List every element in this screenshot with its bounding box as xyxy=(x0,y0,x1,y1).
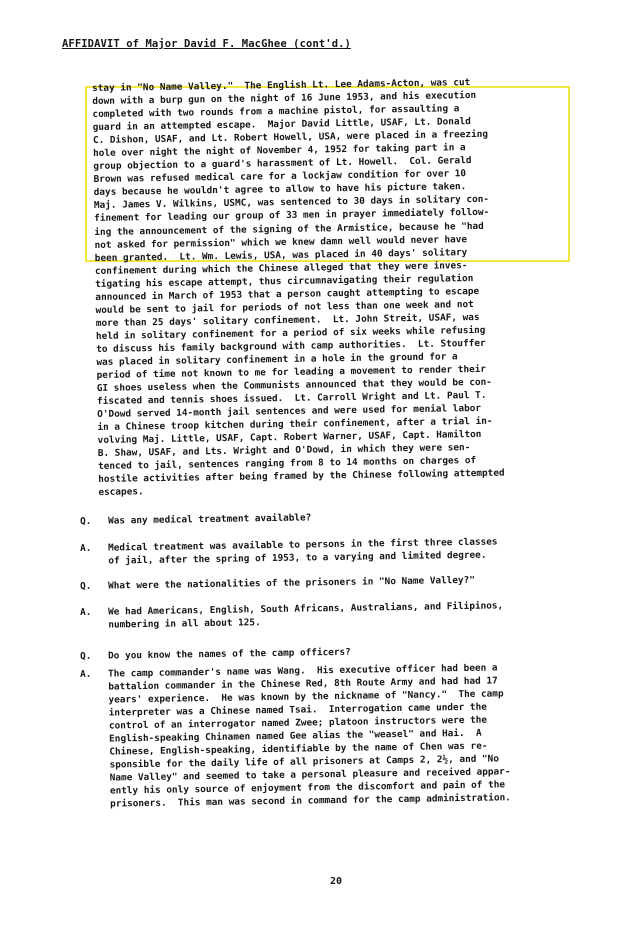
qa-text xyxy=(108,572,578,592)
qa-line: sponsible for the daily life of all prisoners at Camps 2, 2½, and "No xyxy=(109,753,500,771)
question-marker: Q. xyxy=(80,580,92,592)
qa-line: prisoners. This man was second in command for the camp administration. xyxy=(110,792,511,810)
body-line: C. Dishon, USAF, and Lt. Robert Howell, USA, were placed in a freezing xyxy=(92,128,489,147)
qa-line: Do you know the names of the camp officers? xyxy=(108,646,351,662)
qa-line: ently his only source of enjoyment from the discomfort and pain of the xyxy=(109,779,506,797)
body-line: guard in an attempted escape. Major David Little, USAF, Lt. Donald xyxy=(92,116,471,134)
qa-line: numbering in all about 125. xyxy=(108,617,261,631)
qa-line: We had Americans, English, South Africans, Australians, and Filipinos, xyxy=(108,600,504,618)
qa-line: control of an interrogator named Zwee; platoon instructors were the xyxy=(108,714,488,732)
body-line: to discuss his family background with camp authorities. Lt. Stouffer xyxy=(96,337,486,355)
body-line: hole over night the night of November 4, 1952 for taking part in a xyxy=(93,142,466,160)
question-block xyxy=(80,572,580,592)
body-line: tenced to jail, sentences ranging from 8 to 14 months on charges of xyxy=(97,455,477,473)
answer-block xyxy=(80,534,580,567)
body-line: O'Dowd served 14-month jail sentences and were used for menial labor xyxy=(97,403,482,421)
qa-text xyxy=(108,507,578,527)
qa-line: What were the nationalities of the prisoners in "No Name Valley?" xyxy=(108,574,476,592)
body-line: finement for leading our group of 33 men in prayer immediately follow- xyxy=(94,207,490,225)
qa-line: English-speaking Chinamen named Gee alias the "weasel" and Hai. A xyxy=(109,727,482,745)
qa-text xyxy=(108,642,578,662)
body-line: been granted. Lt. Wm. Lewis, USA, was placed in 40 days' solitary xyxy=(94,246,468,264)
qa-text xyxy=(108,660,580,810)
question-block xyxy=(80,507,580,527)
answer-marker: A. xyxy=(80,542,92,554)
body-line: GI shoes useless when the Communists announced that they would be con- xyxy=(96,376,492,395)
qa-line: of jail, after the spring of 1953, to a varying and limited degree. xyxy=(108,549,487,567)
body-line: more than 25 days' solitary confinement. Lt. John Streit, USAF, was xyxy=(95,311,480,329)
body-line: volving Maj. Little, USAF, Capt. Robert Warner, USAF, Capt. Hamilton xyxy=(97,429,482,447)
answer-marker: A. xyxy=(80,668,92,680)
answer-marker: A. xyxy=(80,606,92,618)
body-line: completed with two rounds from a machine pistol, for assaulting a xyxy=(92,103,460,121)
qa-line: Was any medical treatment available? xyxy=(108,512,312,527)
body-line: down with a burp gun on the night of 16 June 1953, and his execution xyxy=(92,90,477,108)
question-marker: Q. xyxy=(80,650,92,662)
body-line: in a Chinese troop kitchen during their confinement, after a trial in- xyxy=(97,415,493,434)
document-header xyxy=(62,38,351,50)
body-paragraph xyxy=(92,74,576,499)
question-block xyxy=(80,642,580,662)
body-line: escapes. xyxy=(98,486,144,499)
body-line: was placed in solitary confinement in a hole in the ground for a xyxy=(96,351,458,368)
body-line: not asked for permission" which we knew damn well would never have xyxy=(94,233,468,251)
body-line: Brown was refused medical care for a lockjaw condition for over 10 xyxy=(93,168,467,186)
qa-line: Medical treatment was available to persons in the first three classes xyxy=(108,536,498,554)
answer-block xyxy=(80,598,580,631)
qa-line: Chinese, English-speaking, identifiable by the name of Chen was re- xyxy=(109,740,488,758)
qa-line: The camp commander's name was Wang. His executive officer had been a xyxy=(108,662,498,680)
qa-line: years' experience. He was known by the nickname of "Nancy." The camp xyxy=(108,688,504,706)
page-number: 20 xyxy=(330,876,343,887)
body-line: tigating his escape attempt, thus circumnavigating their regulation xyxy=(95,272,474,290)
question-marker: Q. xyxy=(80,515,92,527)
body-line: group objection to a guard's harassment of Lt. Howell. Col. Gerald xyxy=(93,155,472,173)
body-line: held in solitary confinement for a period of six weeks while refusing xyxy=(95,324,486,342)
qa-text xyxy=(108,598,578,631)
body-line: confinement during which the Chinese alleged that they were inves- xyxy=(94,259,468,277)
body-line: hostile activities after being framed by the Chinese following attempted xyxy=(98,467,505,486)
body-line: period of time not known to me for leading a movement to render their xyxy=(96,363,487,381)
header-title: AFFIDAVIT of Major David F. MacGhee (cont'd.) xyxy=(62,38,351,50)
body-line: Maj. James V. Wilkins, USMC, was sentenced to 30 days in solitary con- xyxy=(93,194,490,212)
body-line: stay in "No Name Valley." The English Lt. Lee Adams-Acton, was cut xyxy=(92,77,471,94)
qa-line: battalion commander in the Chinese Red, 8th Route Army and had had 17 xyxy=(108,675,498,693)
qa-text xyxy=(108,534,578,567)
body-line: B. Shaw, USAF, and Lts. Wright and O'Dowd, in which they were sen- xyxy=(97,442,471,460)
body-line: announced in March of 1953 that a person caught attempting to escape xyxy=(95,285,480,303)
qa-line: interpreter was a Chinese named Tsai. Interrogation came under the xyxy=(108,701,487,719)
body-line: fiscated and tennis shoes issued. Lt. Carroll Wright and Lt. Paul T. xyxy=(96,389,487,408)
qa-line: Name Valley" and seemed to take a personal pleasure and received appar- xyxy=(109,766,511,784)
body-line: would be sent to jail for periods of not less than one week and not xyxy=(95,298,474,316)
body-line: days because he wouldn't agree to allow to have his picture taken. xyxy=(93,181,467,199)
body-line: ing the announcement of the signing of the Armistice, because he "had xyxy=(94,220,484,238)
